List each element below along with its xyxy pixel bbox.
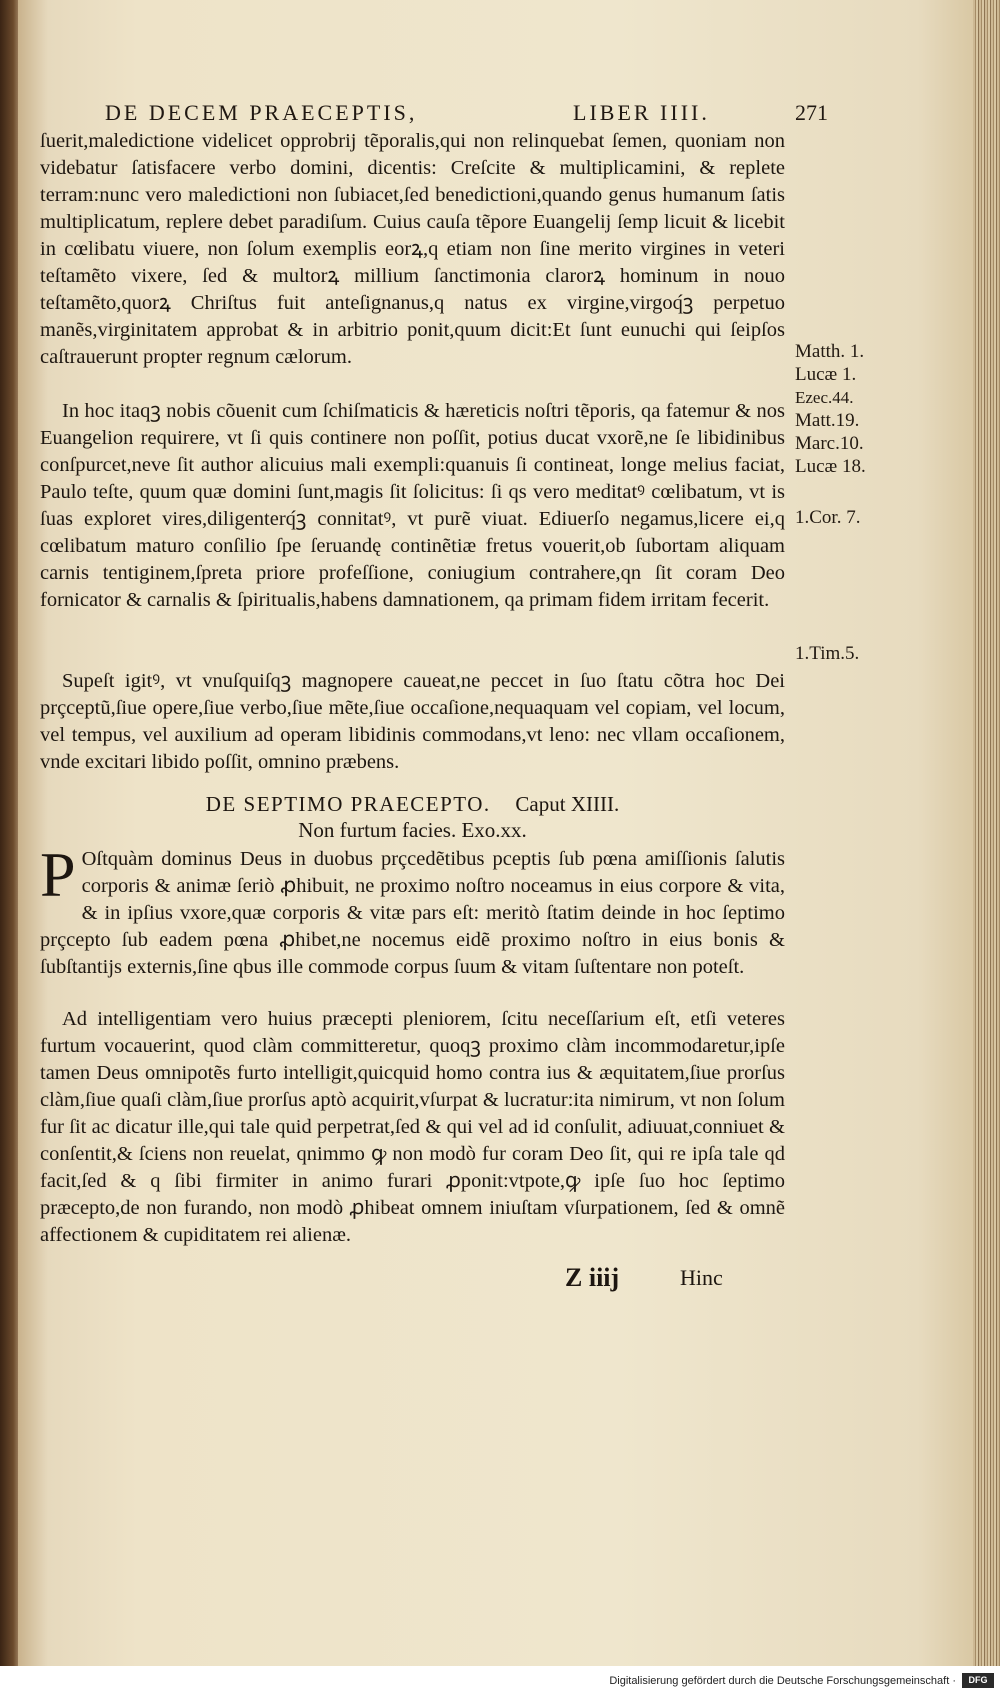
catchwords — [565, 1263, 785, 1293]
signature-mark: Z iiij — [565, 1263, 620, 1292]
page-edges — [973, 0, 1000, 1666]
chapter-title: DE SEPTIMO PRAECEPTO. — [205, 792, 491, 816]
chapter-heading — [40, 792, 785, 817]
footer-bar — [0, 1666, 1000, 1694]
paragraph-2 — [40, 398, 785, 614]
margin-note: Marc.10. — [795, 433, 864, 454]
running-head-title: DE DECEM PRAECEPTIS, — [105, 100, 418, 125]
footer-credit: Digitalisierung gefördert durch die Deutsche Forschungsgemeinschaft · — [609, 1675, 956, 1687]
paragraph-text: ſuerit,maledictione videlicet opprobrij tẽporalis,qui non relinquebat ſemen, quoniam non videbatur ſatisfacere verbo domini, dicentis: Creſcite & multiplicamini, & replete terram:nunc vero maledictioni non ſubiacet,ſed benedictioni,quando genus humanum ſatis multiplicatum, replere debet paradiſum. Cuius cauſa tẽpore Euangelij ſemp licuit & licebit in cœlibatu viuere, non ſolum exemplis eorꝝ,q etiam non ſine merito virgines in veteri teſtamẽto vixere, ſed & multorꝝ millium ſanctimonia clarorꝝ hominum in nouo teſtamẽto,quorꝝ Chriſtus fuit anteſignanus,q natus ex virgine,virgoq́ꝫ perpetuo manẽs,virginitatem approbat & in arbitrio ponit,quum dicit:Et ſunt eunuchi qui ſeipſos caſtrauerunt propter regnum cælorum. — [40, 130, 785, 368]
margin-note: Lucæ 1. — [795, 364, 857, 385]
running-head — [105, 100, 710, 126]
chapter-paragraph-2 — [40, 1006, 785, 1249]
paragraph-1 — [40, 128, 785, 371]
chapter-caput: Caput XIIII. — [515, 792, 620, 816]
margin-note: 1.Cor. 7. — [795, 507, 861, 528]
margin-note: Ezec.44. — [795, 388, 854, 407]
margin-note: Matt.19. — [795, 410, 860, 431]
page-number: 271 — [795, 100, 828, 125]
running-head-book: LIBER IIII. — [573, 100, 710, 125]
paragraph-text: Ad intelligentiam vero huius præcepti pleniorem, ſcitu neceſſarium eſt, etſi veteres furtum vocauerint, quod clàm committeretur, quoqꝫ proximo clàm incommodaretur,ipſe tamen Deus omnipotẽs furto intelligit,quicquid homo contra ius & æquitatem,ſiue prorſus clàm,ſiue quaſi clàm,ſiue prorſus aptò acquirit,vſurpat & lucratur:ita nimirum, vt non ſolum fur ſit ac dicatur ille,qui tale quid perpetrat,ſed & qui vel ad id conſulit, adiuuat,conniuet & conſentit,& ſciens non reuelat, qnimmo ꝙ non modò fur coram Deo ſit, qui re ipſa tale qd facit,ſed & q ſibi firmiter in animo furari ꝓponit:vtpote,ꝙ ipſe ſuo hoc ſeptimo præcepto,de non furando, non modò ꝓhibeat omnem iniuſtam vſurpationem, ſed & omnẽ affectionem & cupiditatem rei alienæ. — [40, 1008, 785, 1246]
dfg-logo: DFG — [962, 1673, 994, 1688]
margin-note: 1.Tim.5. — [795, 643, 860, 664]
paragraph-text: Supeſt igitꝰ, vt vnuſquiſqꝫ magnopere caueat,ne peccet in ſuo ſtatu cõtra hoc Dei prçceptũ,ſiue opere,ſiue verbo,ſiue mẽte,ſiue occaſione,nequaquam vel copiam, vel locum, vel tempus, vel auxilium ad operam libidinis commodans,vt leno: nec vllam occaſionem, vnde excitari libido poſſit, omnino præbens. — [40, 670, 785, 773]
margin-note: Lucæ 18. — [795, 456, 866, 477]
drop-cap: P — [40, 839, 76, 910]
paragraph-text: In hoc itaqꝫ nobis cõuenit cum ſchiſmaticis & hæreticis noſtri tẽporis, qa fatemur & nos Euangelion requirere, vt ſi quis continere non poſſit, potius ducat vxorẽ,ne ſe libidinibus conſpurcet,neve ſit author alicuius mali exempli:quanuis ſi contineat, longe melius faciat, Paulo teſte, quum quæ domini ſunt,magis ſit ſolicitus: ſi qs vero meditatꝰ cœlibatum, vt is ſuas exploret vires,diligenterq́ꝫ connitatꝰ, vt purẽ viuat. Ediuerſo negamus,licere ei,q cœlibatum maturo conſilio ſpe ſeruandę continẽtiæ fretus vouerit,ob ſubortam aliquam carnis tentiginem,ſpreta priore profeſſione, coniugium contrahere,qn ſit coram Deo fornicator & carnalis & ſpiritualis,habens damnationem, qa primam fidem irritam fecerit. — [40, 400, 785, 611]
catchword: Hinc — [680, 1265, 723, 1290]
paragraph-3 — [40, 668, 785, 776]
chapter-paragraph-1 — [40, 839, 785, 981]
paragraph-text: Oſtquàm dominus Deus in duobus prçcedẽtibus pceptis ſub pœna amiſſionis ſalutis corporis & animæ ſeriò ꝓhibuit, ne proximo noſtro noceamus in eius corpore & vita, & in ipſius vxore,quæ corporis & vitæ pars eſt: meritò ſtatim deinde in hoc ſeptimo prçcepto ſub eadem pœna ꝓhibet,ne nocemus eidẽ proximo noſtro in eius bonis & ſubſtantijs externis,ſine qbus ille commode corpus ſuum & vitam ſuſtentare non poteſt. — [40, 848, 785, 978]
margin-note: Matth. 1. — [795, 341, 865, 362]
chapter-subheading: Non furtum facies. Exo.xx. — [298, 818, 527, 842]
